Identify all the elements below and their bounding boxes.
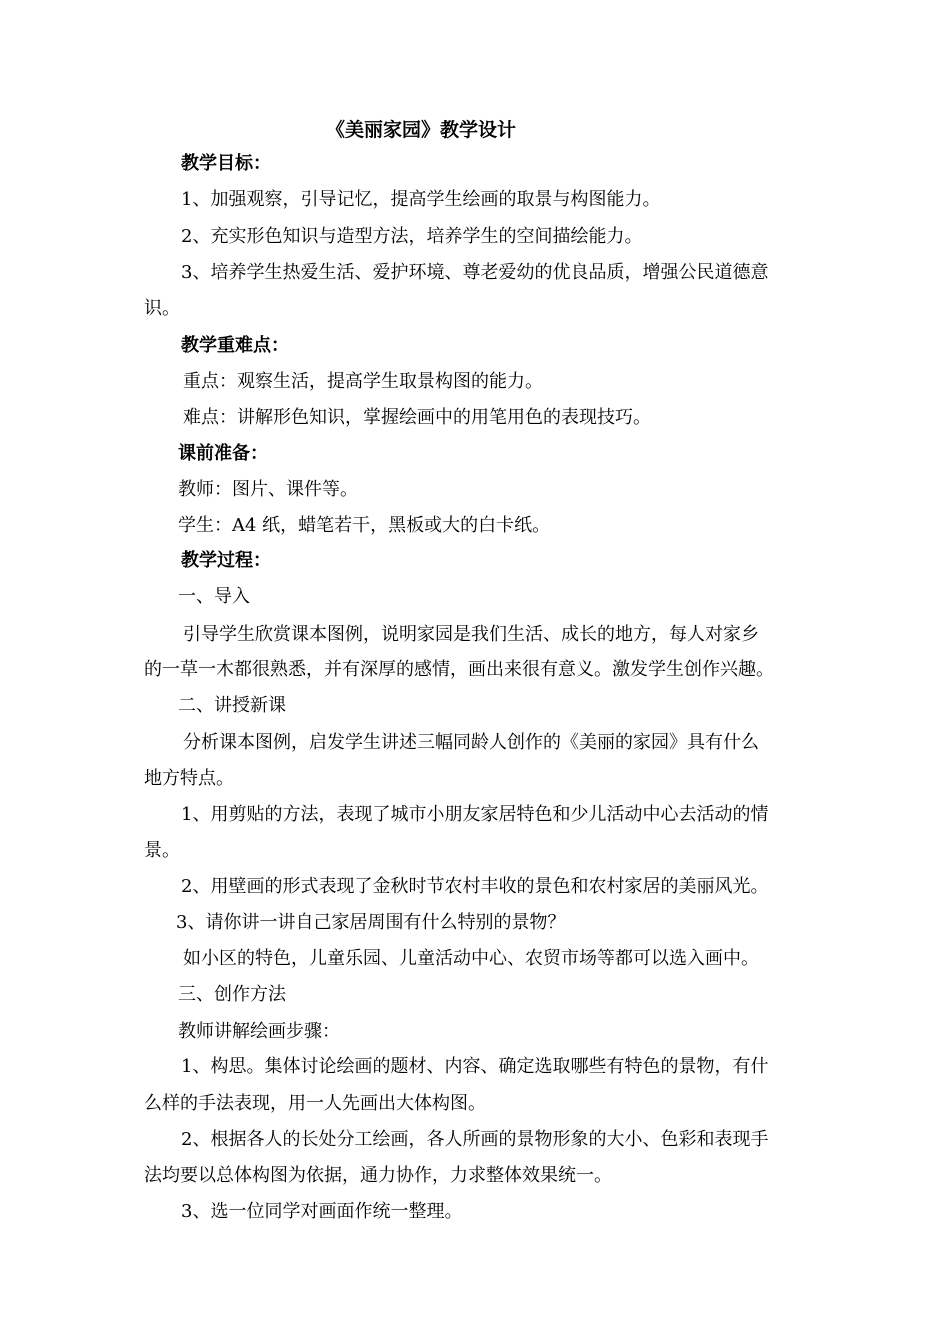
section-3-heading: 三、创作方法 [178, 984, 286, 1005]
section-1-heading: 一、导入 [178, 586, 250, 607]
section-3-item-2-line-1: 2、根据各人的长处分工绘画，各人所画的景物形象的大小、色彩和表现手 [181, 1129, 769, 1150]
section-3-item-1-line-2: 么样的手法表现，用一人先画出大体构图。 [144, 1093, 486, 1114]
preparation-heading: 课前准备： [178, 443, 268, 464]
key-point-focus: 重点：观察生活，提高学生取景构图的能力。 [183, 371, 543, 392]
objective-item-2: 2、充实形色知识与造型方法，培养学生的空间描绘能力。 [181, 226, 643, 247]
document-title: 《美丽家园》教学设计 [326, 119, 517, 141]
section-2-item-3: 3、请你讲一讲自己家居周围有什么特别的景物？ [176, 912, 566, 933]
objective-item-3-continued: 识。 [144, 298, 180, 319]
section-2-paragraph-line-1: 分析课本图例，启发学生讲述三幅同龄人创作的《美丽的家园》具有什么 [183, 732, 759, 753]
section-2-item-1-line-1: 1、用剪贴的方法，表现了城市小朋友家居特色和少儿活动中心去活动的情 [181, 804, 769, 825]
objectives-heading: 教学目标： [181, 153, 271, 174]
section-3-item-2-line-2: 法均要以总体构图为依据，通力协作，力求整体效果统一。 [144, 1165, 612, 1186]
preparation-teacher: 教师：图片、课件等。 [178, 479, 358, 500]
process-heading: 教学过程： [181, 550, 271, 571]
preparation-student: 学生：A4 纸，蜡笔若干，黑板或大的白卡纸。 [178, 515, 551, 536]
section-1-paragraph-line-1: 引导学生欣赏课本图例，说明家园是我们生活、成长的地方，每人对家乡 [183, 624, 759, 645]
objective-item-1: 1、加强观察，引导记忆，提高学生绘画的取景与构图能力。 [181, 189, 661, 210]
objective-item-3: 3、培养学生热爱生活、爱护环境、尊老爱幼的优良品质，增强公民道德意 [181, 262, 769, 283]
section-3-item-1-line-1: 1、构思。集体讨论绘画的题材、内容、确定选取哪些有特色的景物，有什 [181, 1056, 769, 1077]
section-1-paragraph-line-2: 的一草一木都很熟悉，并有深厚的感情，画出来很有意义。激发学生创作兴趣。 [144, 659, 774, 680]
key-point-difficulty: 难点：讲解形色知识，掌握绘画中的用笔用色的表现技巧。 [183, 407, 651, 428]
section-2-item-2: 2、用壁画的形式表现了金秋时节农村丰收的景色和农村家居的美丽风光。 [181, 876, 769, 897]
section-2-heading: 二、讲授新课 [178, 695, 286, 716]
section-2-paragraph-line-2: 地方特点。 [144, 768, 234, 789]
section-2-item-1-line-2: 景。 [144, 840, 180, 861]
section-2-item-3-answer: 如小区的特色，儿童乐园、儿童活动中心、农贸市场等都可以选入画中。 [183, 948, 759, 969]
section-3-item-3: 3、选一位同学对画面作统一整理。 [181, 1201, 463, 1222]
section-3-intro: 教师讲解绘画步骤： [178, 1021, 340, 1042]
key-points-heading: 教学重难点： [181, 335, 289, 356]
